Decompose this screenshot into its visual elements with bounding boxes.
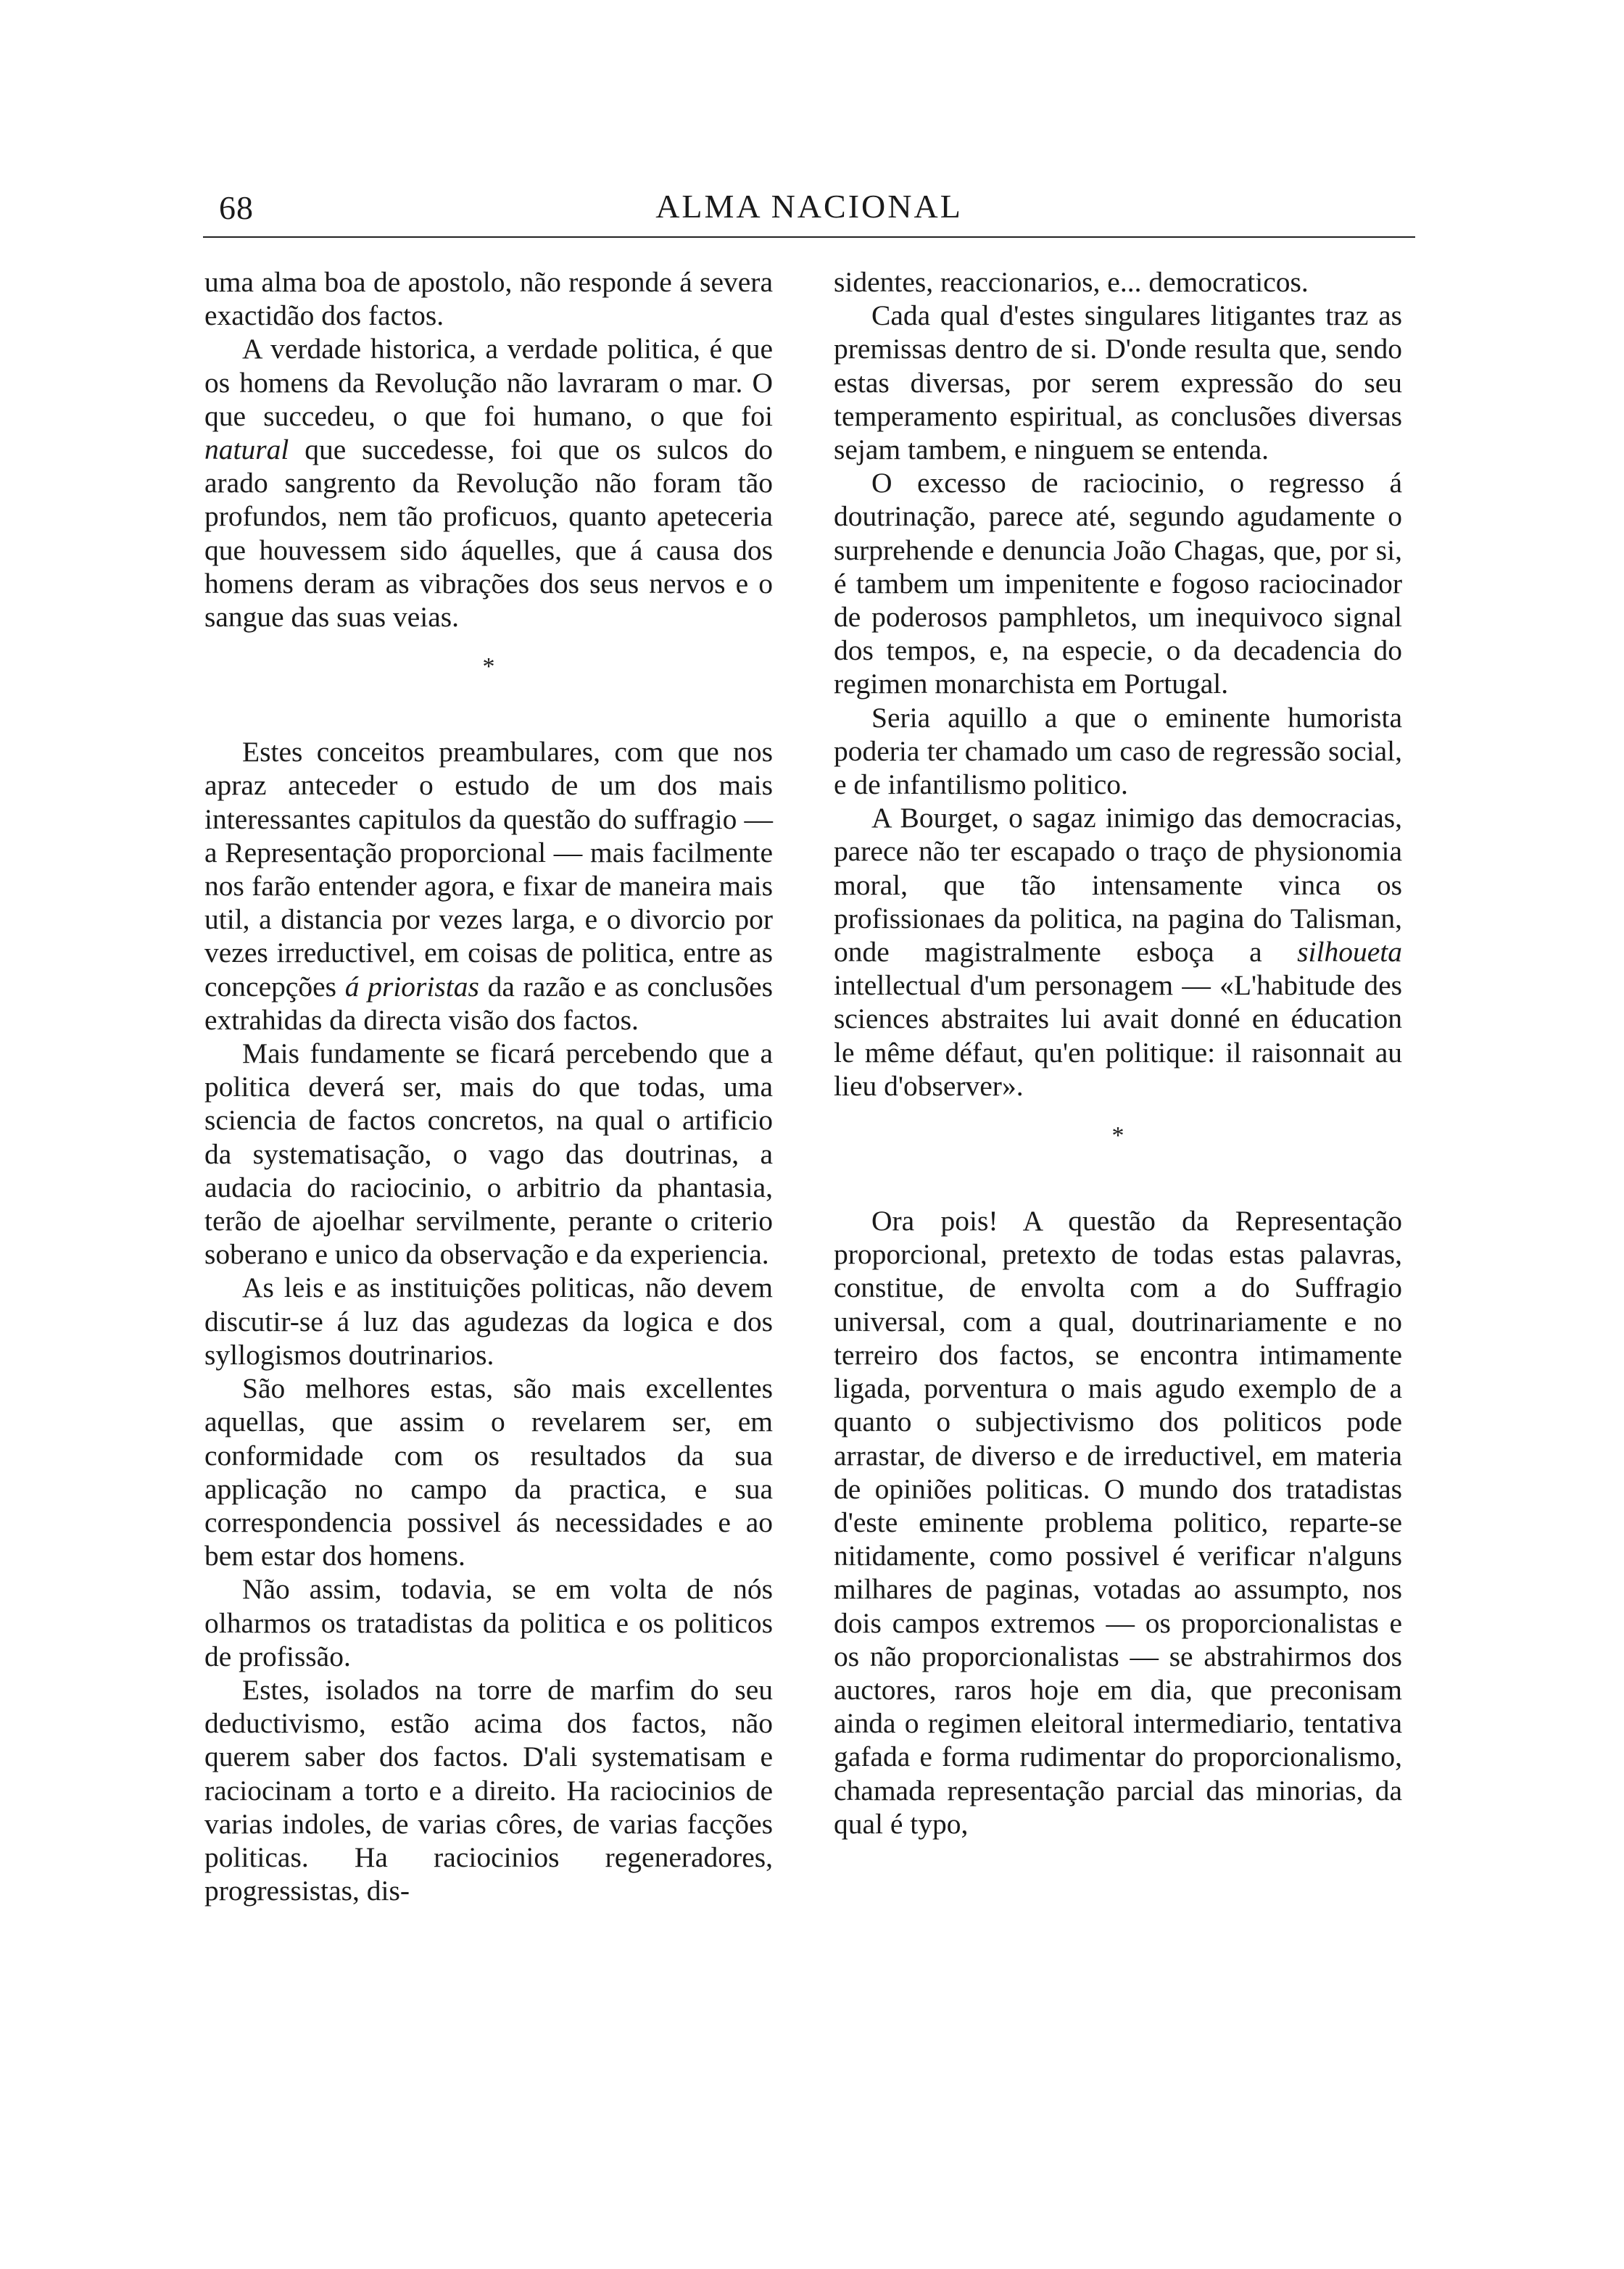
header-rule <box>203 236 1415 238</box>
paragraph: Cada qual d'estes singulares litigantes traz as premissas dentro de si. D'onde resulta que, sendo estas diversas, por serem expressão do seu temperamento espiritual, as conclusões diversas sejam tambem, e ninguem se entenda. <box>834 299 1402 466</box>
section-asterism: * <box>482 653 495 681</box>
italic-phrase: á prioristas <box>344 970 479 1003</box>
left-column <box>204 265 773 1907</box>
text-run: da razão e as conclusões extrahidas da directa visão dos factos. <box>204 970 773 1036</box>
running-title: ALMA NACIONAL <box>655 188 963 225</box>
italic-word: silhoueta <box>1297 936 1402 968</box>
paragraph: Não assim, todavia, se em volta de nós olharmos os tratadistas da politica e os politicos de profissão. <box>204 1573 773 1672</box>
right-column <box>834 265 1402 1841</box>
paragraph: São melhores estas, são mais excellentes aquellas, que assim o revelarem ser, em conformidade com os resultados da sua applicação no campo da practica, e sua correspondencia possivel ás necessidades e ao bem estar dos homens. <box>204 1372 773 1572</box>
section-asterism: * <box>1111 1122 1124 1150</box>
paragraph: Mais fundamente se ficará percebendo que a politica deverá ser, mais do que todas, uma sciencia de factos concretos, na qual o artificio da systematisação, o vago das doutrinas, a audacia do raciocinio, o arbitrio da phantasia, terão de ajoelhar servilmente, perante o criterio soberano e unico da observação e da experiencia. <box>204 1037 773 1271</box>
paragraph <box>204 735 773 1037</box>
page-header <box>203 186 1415 232</box>
paragraph: Seria aquillo a que o eminente humorista poderia ter chamado um caso de regressão social, e de infantilismo politico. <box>834 701 1402 801</box>
text-run: intellectual d'um personagem — «L'habitude des sciences abstraites lui avait donné en éducation le même défaut, qu'en politique: il raisonnait au lieu d'observer». <box>834 969 1402 1102</box>
text-run: Estes conceitos preambulares, com que nos apraz anteceder o estudo de um dos mais interessantes capitulos da questão do suffragio — a Representação proporcional — mais facilmente nos farão entender agora, e fixar de maneira mais util, a distancia por vezes larga, e o divorcio por vezes irreductivel, em coisas de politica, entre as concepções <box>204 736 773 1003</box>
paragraph: Ora pois! A questão da Representação proporcional, pretexto de todas estas palavras, constitue, de envolta com a do Suffragio universal, com a qual, doutrinariamente e no terreiro dos factos, se encontra intimamente ligada, porventura o mais agudo exemplo de a quanto o subjectivismo dos politicos pode arrastar, de diverso e de irreductivel, em materia de opiniões politicas. O mundo dos tratadistas d'este eminente problema politico, reparte-se nitidamente, como possivel é verificar n'alguns milhares de paginas, votadas ao assumpto, nos dois campos extremos — os proporcionalistas e os não proporcionalistas — se abstrahirmos dos auctores, raros hoje em dia, que preconisam ainda o regimen eleitoral intermediario, tentativa gafada e forma rudimentar do proporcionalismo, chamada representação parcial das minorias, da qual é typo, <box>834 1205 1402 1840</box>
page-number: 68 <box>219 189 254 226</box>
paragraph <box>834 801 1402 1103</box>
paragraph: O excesso de raciocinio, o regresso á doutrinação, parece até, segundo agudamente o surprehende e denuncia João Chagas, que, por si, é tambem um impenitente e fogoso raciocinador de poderosos pamphletos, um inequivoco signal dos tempos, e, na especie, o da decadencia do regimen monarchista em Portugal. <box>834 467 1402 700</box>
italic-word: natural <box>204 434 289 466</box>
paragraph: sidentes, reaccionarios, e... democraticos. <box>834 266 1309 298</box>
paragraph: Estes, isolados na torre de marfim do seu deductivismo, estão acima dos factos, não querem saber dos factos. D'ali systematisam e raciocinam a torto e a direito. Ha raciocinios de varias indoles, de varias côres, de varias facções politicas. Ha raciocinios regeneradores, progressistas, dis- <box>204 1673 773 1907</box>
text-run: A Bourget, o sagaz inimigo das democracias, parece não ter escapado o traço de physionomia moral, que tão intensamente vinca os profissionaes da politica, na pagina do Talisman, onde magistralmente esboça a <box>834 802 1402 968</box>
text-run: A verdade historica, a verdade politica, é que os homens da Revolução não lavraram o mar. O que succedeu, o que foi humano, o que foi <box>204 333 773 432</box>
paragraph: As leis e as instituições politicas, não devem discutir-se á luz das agudezas da logica e dos syllogismos doutrinarios. <box>204 1272 773 1371</box>
paragraph: uma alma boa de apostolo, não responde á severa exactidão dos factos. <box>204 266 773 332</box>
paragraph <box>204 332 773 634</box>
text-run: que succedesse, foi que os sulcos do arado sangrento da Revolução não foram tão profundos, nem tão proficuos, quanto apeteceria que houvessem sido áquelles, que á causa dos homens deram as vibrações dos seus nervos e o sangue das suas veias. <box>204 434 773 634</box>
